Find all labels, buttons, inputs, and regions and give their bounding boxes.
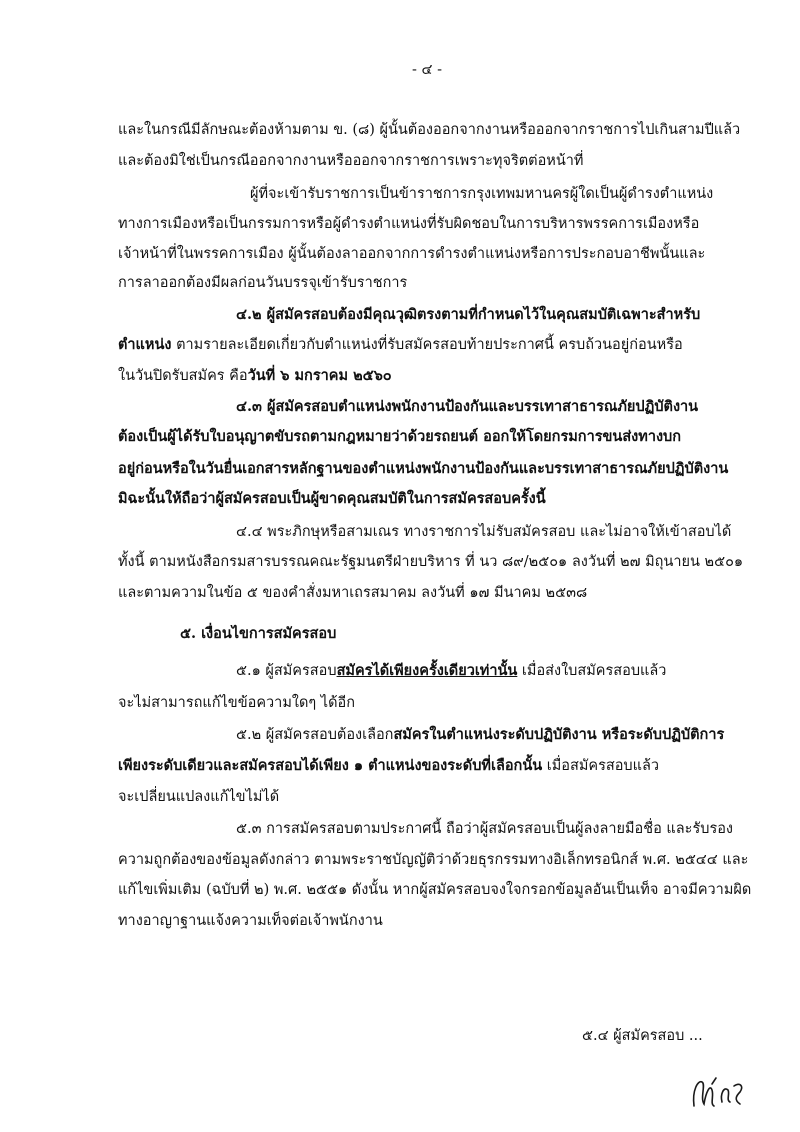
paragraph-line: และตามความในข้อ ๕ ของคำสั่งมหาเถรสมาคม ลงวันที่ ๑๗ มีนาคม ๒๕๓๘ [118, 585, 588, 601]
paragraph-line: และในกรณีมีลักษณะต้องห้ามตาม ข. (๘) ผู้นั้นต้องออกจากงานหรือออกจากราชการไปเกินสามปีแล้ว [118, 122, 741, 138]
text: ๕.๒ ผู้สมัครสอบต้องเลือก [236, 727, 394, 743]
paragraph-line [118, 335, 683, 355]
paragraph-line [118, 366, 392, 386]
paragraph-line: ทางอาญาฐานแจ้งความเท็จต่อเจ้าพนักงาน [118, 913, 383, 929]
text: ตามรายละเอียดเกี่ยวกับตำแหน่งที่รับสมัครสอบท้ายประกาศนี้ ครบถ้วนอยู่ก่อนหรือ [171, 337, 683, 353]
bold-text: สมัครในตำแหน่งระดับปฏิบัติงาน หรือระดับปฏิบัติการ [393, 726, 725, 743]
text: เมื่อสมัครสอบแล้ว [542, 758, 660, 774]
paragraph-line: แก้ไขเพิ่มเติม (ฉบับที่ ๒) พ.ศ. ๒๕๕๑ ดังนั้น หากผู้สมัครสอบจงใจกรอกข้อมูลอันเป็นเท็จ อาจมีความผิด [118, 882, 752, 898]
paragraph-line: และต้องมิใช่เป็นกรณีออกจากงานหรือออกจากราชการเพราะทุจริตต่อหน้าที่ [118, 153, 584, 169]
underlined-bold-text: สมัครได้เพียงครั้งเดียวเท่านั้น [336, 662, 518, 679]
clause-4-2-heading: ๔.๒ ผู้สมัครสอบต้องมีคุณวุฒิตรงตามที่กำหนดไว้ในคุณสมบัติเฉพาะสำหรับ [236, 306, 701, 323]
handwritten-signature [688, 1072, 748, 1112]
clause-4-4: ๔.๔ พระภิกษุหรือสามเณร ทางราชการไม่รับสมัครสอบ และไม่อาจให้เข้าสอบได้ [236, 524, 732, 540]
paragraph-line: อยู่ก่อนหรือในวันยื่นเอกสารหลักฐานของตำแหน่งพนักงานป้องกันและบรรเทาสาธารณภัยปฏิบัติงาน [118, 460, 729, 477]
paragraph-line: เจ้าหน้าที่ในพรรคการเมือง ผู้นั้นต้องลาออกจากการดำรงตำแหน่งหรือการประกอบอาชีพนั้นและ [118, 246, 706, 262]
text: ๕.๑ ผู้สมัครสอบ [236, 663, 337, 679]
paragraph-line: มิฉะนั้นให้ถือว่าผู้สมัครสอบเป็นผู้ขาดคุณสมบัติในการสมัครสอบครั้งนี้ [118, 490, 546, 507]
footer-continuation: ๕.๔ ผู้สมัครสอบ ... [582, 1028, 703, 1044]
paragraph-line: ความถูกต้องของข้อมูลดังกล่าว ตามพระราชบัญญัติว่าด้วยธุรกรรมทางอิเล็กทรอนิกส์ พ.ศ. ๒๕๔๔ และ [118, 852, 749, 868]
paragraph-line: จะไม่สามารถแก้ไขข้อความใดๆ ได้อีก [118, 695, 355, 711]
clause-4-3-heading: ๔.๓ ผู้สมัครสอบตำแหน่งพนักงานป้องกันและบรรเทาสาธารณภัยปฏิบัติงาน [236, 398, 699, 415]
paragraph-line [118, 756, 659, 776]
clause-5-1 [236, 661, 666, 681]
paragraph-line: ทั้งนี้ ตามหนังสือกรมสารบรรณคณะรัฐมนตรีฝ่ายบริหาร ที่ นว ๘๙/๒๕๐๑ ลงวันที่ ๒๗ มิถุนายน ๒๕๐๑ [118, 554, 744, 570]
bold-text: เพียงระดับเดียวและสมัครสอบได้เพียง ๑ ตำแหน่งของระดับที่เลือกนั้น [118, 757, 543, 774]
bold-text: ตำแหน่ง [118, 336, 172, 353]
clause-5-3: ๕.๓ การสมัครสอบตามประกาศนี้ ถือว่าผู้สมัครสอบเป็นผู้ลงลายมือชื่อ และรับรอง [236, 821, 734, 837]
closing-date: วันที่ ๖ มกราคม ๒๕๖๐ [247, 367, 392, 384]
paragraph-line: ทางการเมืองหรือเป็นกรรมการหรือผู้ดำรงตำแหน่งที่รับผิดชอบในการบริหารพรรคการเมืองหรือ [118, 216, 700, 232]
paragraph-line: การลาออกต้องมีผลก่อนวันบรรจุเข้ารับราชการ [118, 275, 408, 291]
clause-5-2 [236, 725, 724, 745]
page-number: - ๔ - [412, 62, 442, 78]
text: เมื่อส่งใบสมัครสอบแล้ว [517, 663, 667, 679]
paragraph-line: ต้องเป็นผู้ได้รับใบอนุญาตขับรถตามกฎหมายว่าด้วยรถยนต์ ออกให้โดยกรมการขนส่งทางบก [118, 428, 682, 445]
section-5-heading: ๕. เงื่อนไขการสมัครสอบ [180, 625, 337, 642]
text: ในวันปิดรับสมัคร คือ [118, 368, 248, 384]
paragraph-line: จะเปลี่ยนแปลงแก้ไขไม่ได้ [118, 789, 280, 805]
paragraph-line: ผู้ที่จะเข้ารับราชการเป็นข้าราชการกรุงเทพมหานครผู้ใดเป็นผู้ดำรงตำแหน่ง [250, 186, 714, 202]
